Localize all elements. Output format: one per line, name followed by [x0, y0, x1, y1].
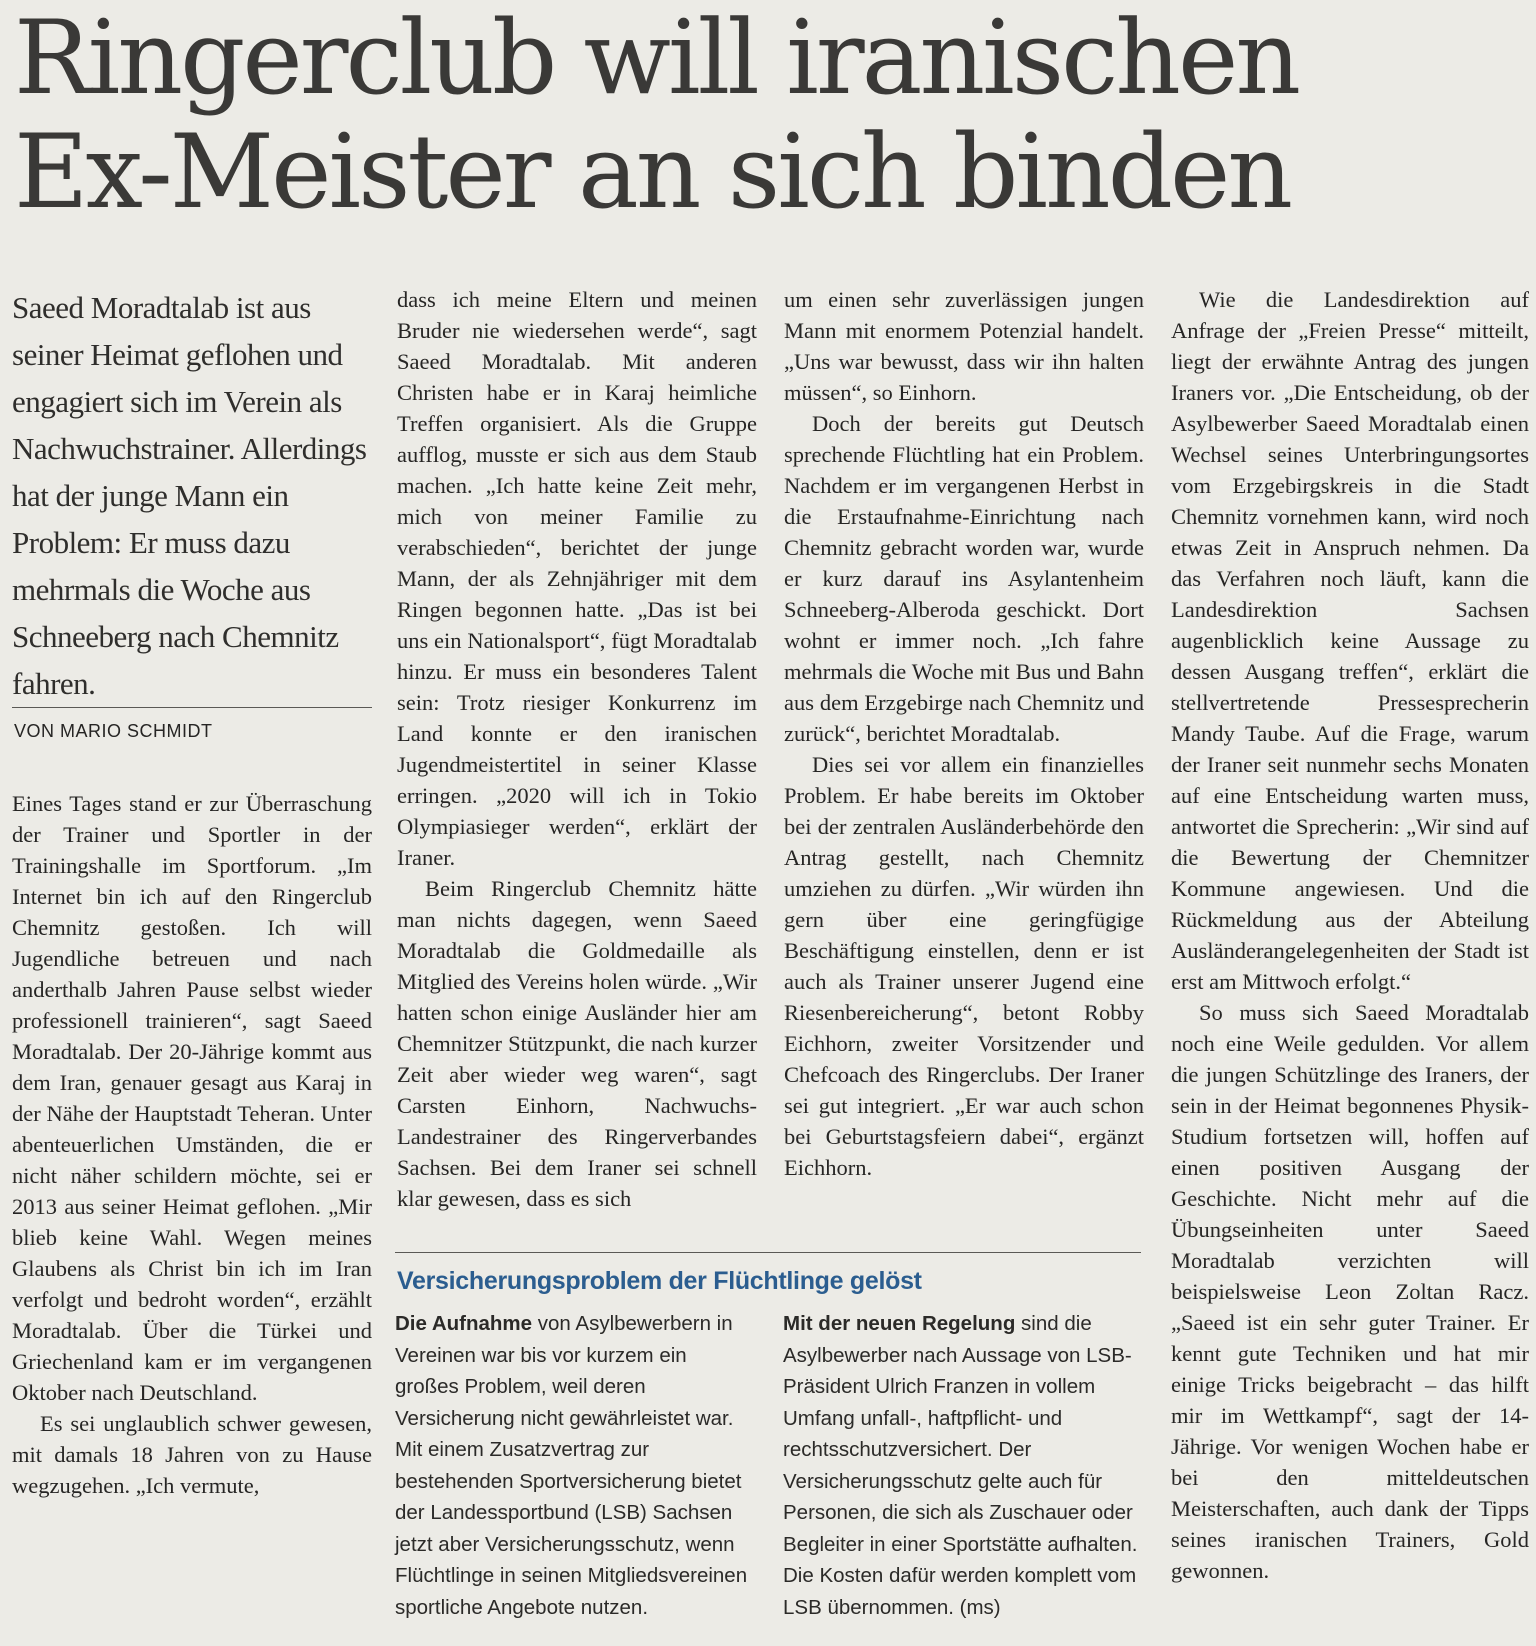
article-column-4 [1171, 284, 1529, 1586]
body-paragraph: Dies sei vor allem ein finanzielles Problem. Er habe bereits im Oktober bei der zentralen Ausländerbehörde den Antrag gestellt, nach Chemnitz umziehen zu dürfen. „Wir würden ihn gern über eine geringfügige Beschäftigung einstellen, denn er ist auch als Trainer unserer Jugend eine Riesenbereicherung“, betont Robby Eichhorn, zweiter Vorsitzender und Chefcoach des Ringerclubs. Der Iraner sei gut integriert. „Er war auch schon bei Geburtstagsfeiern dabei“, ergänzt Eichhorn. [784, 752, 1144, 1180]
info-box-title: Versicherungsproblem der Flüchtlinge gelöst [397, 1267, 922, 1295]
info-box-right [783, 1308, 1141, 1623]
body-paragraph: Wie die Landesdirektion auf Anfrage der „Freien Presse“ mitteilt, liegt der erwähnte Antrag des jungen Iraners vor. „Die Entscheidung, ob der Asylbewerber Saeed Moradtalab einen Wechsel seines Unterbringungsortes vom Erzgebirgskreis in die Stadt Chemnitz vornehmen kann, wird noch etwas Zeit in Anspruch nehmen. Da das Verfahren noch läuft, kann die Landesdirektion Sachsen augenblicklich keine Aussage zu dessen Ausgang treffen“, erklärt die stellvertretende Pressesprecherin Mandy Taube. Auf die Frage, warum der Iraner seit nunmehr sechs Monaten auf eine Entscheidung warten muss, antwortet die Sprecherin: „Wir sind auf die Bewertung der Chemnitzer Kommune angewiesen. Und die Rückmeldung aus der Abteilung Ausländerangelegenheiten der Stadt ist erst am Mittwoch erfolgt.“ [1171, 287, 1529, 994]
article-column-2 [397, 284, 757, 1214]
headline [14, 2, 1514, 230]
teaser: Saeed Moradtalab ist aus seiner Heimat geflohen und engagiert sich im Verein als Nachwuchstrainer. Allerdings hat der junge Mann ein Problem: Er muss dazu mehrmals die Woche aus Schneeberg nach Chemnitz fahren. [12, 290, 367, 701]
info-box-right-lead: Mit der neuen Regelung [783, 1312, 1016, 1335]
body-paragraph: Doch der bereits gut Deutsch sprechende Flüchtling hat ein Problem. Nachdem er im vergangenen Herbst in die Erstaufnahme-Einrichtung nach Chemnitz gebracht worden war, wurde er kurz darauf ins Asylantenheim Schneeberg-Alberoda geschickt. Dort wohnt er immer noch. „Ich fahre mehrmals die Woche mit Bus und Bahn aus dem Erzgebirge nach Chemnitz und zurück“, berichtet Moradtalab. [784, 411, 1144, 746]
article-column-1 [12, 284, 372, 1501]
info-box-left-lead: Die Aufnahme [395, 1312, 533, 1335]
body-paragraph: Es sei unglaublich schwer gewesen, mit damals 18 Jahren von zu Hause wegzugehen. „Ich vermute, [12, 1411, 372, 1498]
info-box-right-text: sind die Asylbewerber nach Aussage von LSB-Präsident Ulrich Franzen in vollem Umfang unfall-, haftpflicht- und rechtsschutzversichert. Der Versicherungsschutz gelte auch für Personen, die sich als Zuschauer oder Begleiter in einer Sportstätte aufhalten. Die Kosten dafür werden komplett vom LSB übernommen. (ms) [783, 1312, 1138, 1619]
info-box [395, 1252, 1141, 1623]
body-paragraph: Eines Tages stand er zur Überraschung der Trainer und Sportler in der Trainingshalle im Sportforum. „Im Internet bin ich auf den Ringerclub Chemnitz gestoßen. Ich will Jugendliche betreuen und nach anderthalb Jahren Pause selbst wieder professionell trainieren“, sagt Saeed Moradtalab. Der 20-Jährige kommt aus dem Iran, genauer gesagt aus Karaj in der Nähe der Hauptstadt Teheran. Unter abenteuerlichen Umständen, die er nicht näher schildern möchte, sei er 2013 aus seiner Heimat geflohen. „Mir blieb keine Wahl. Wegen meines Glaubens als Christ bin ich im Iran verfolgt und bedroht worden“, erzählt Moradtalab. Über die Türkei und Griechenland kam er im vergangenen Oktober nach Deutschland. [12, 791, 372, 1405]
byline: VON MARIO SCHMIDT [12, 707, 372, 788]
body-paragraph: Beim Ringerclub Chemnitz hätte man nichts dagegen, wenn Saeed Moradtalab die Goldmedaille als Mitglied des Vereins holen würde. „Wir hatten schon einige Ausländer hier am Chemnitzer Stützpunkt, die nach kurzer Zeit aber wieder weg waren“, sagt Carsten Einhorn, Nachwuchs-Landestrainer des Ringerverbandes Sachsen. Bei dem Iraner sei schnell klar gewesen, dass es sich [397, 876, 757, 1211]
body-paragraph: um einen sehr zuverlässigen jungen Mann mit enormem Potenzial handelt. „Uns war bewusst, dass wir ihn halten müssen“, so Einhorn. [784, 287, 1144, 405]
info-box-left [395, 1308, 753, 1623]
info-box-left-text: von Asylbewerbern in Vereinen war bis vor kurzem ein großes Problem, weil deren Versicherung nicht gewährleistet war. Mit einem Zusatzvertrag zur bestehenden Sportversicherung bietet der Landessportbund (LSB) Sachsen jetzt aber Versicherungsschutz, wenn Flüchtlinge in seinen Mitgliedsvereinen sportliche Angebote nutzen. [395, 1312, 748, 1619]
headline-line-2: Ex-Meister an sich binden [14, 113, 1291, 232]
headline-line-1: Ringerclub will iranischen [14, 0, 1299, 118]
article-column-3 [784, 284, 1144, 1183]
body-paragraph: So muss sich Saeed Moradtalab noch eine Weile gedulden. Vor allem die jungen Schützlinge des Iraners, der sein in der Heimat begonnenes Physik-Studium fortsetzen will, hoffen auf einen positiven Ausgang der Geschichte. Nicht mehr auf die Übungseinheiten unter Saeed Moradtalab verzichten will beispielsweise Leon Zoltan Racz. „Saeed ist ein sehr guter Trainer. Er kennt gute Techniken und hat mir einige Tricks beigebracht – das hilft mir im Wettkampf“, sagt der 14-Jährige. Vor wenigen Wochen habe er bei den mitteldeutschen Meisterschaften, auch dank der Tipps seines iranischen Trainers, Gold gewonnen. [1171, 1000, 1529, 1583]
body-paragraph: dass ich meine Eltern und meinen Bruder nie wiedersehen werde“, sagt Saeed Moradtalab. Mit anderen Christen habe er in Karaj heimliche Treffen organisiert. Als die Gruppe aufflog, musste er sich aus dem Staub machen. „Ich hatte keine Zeit mehr, mich von meiner Familie zu verabschieden“, berichtet der junge Mann, der als Zehnjähriger mit dem Ringen begonnen hatte. „Das ist bei uns ein Nationalsport“, fügt Moradtalab hinzu. Er muss ein besonderes Talent sein: Trotz riesiger Konkurrenz im Land konnte er den iranischen Jugendmeistertitel in seiner Klasse erringen. „2020 will ich in Tokio Olympiasieger werden“, erklärt der Iraner. [397, 287, 757, 870]
